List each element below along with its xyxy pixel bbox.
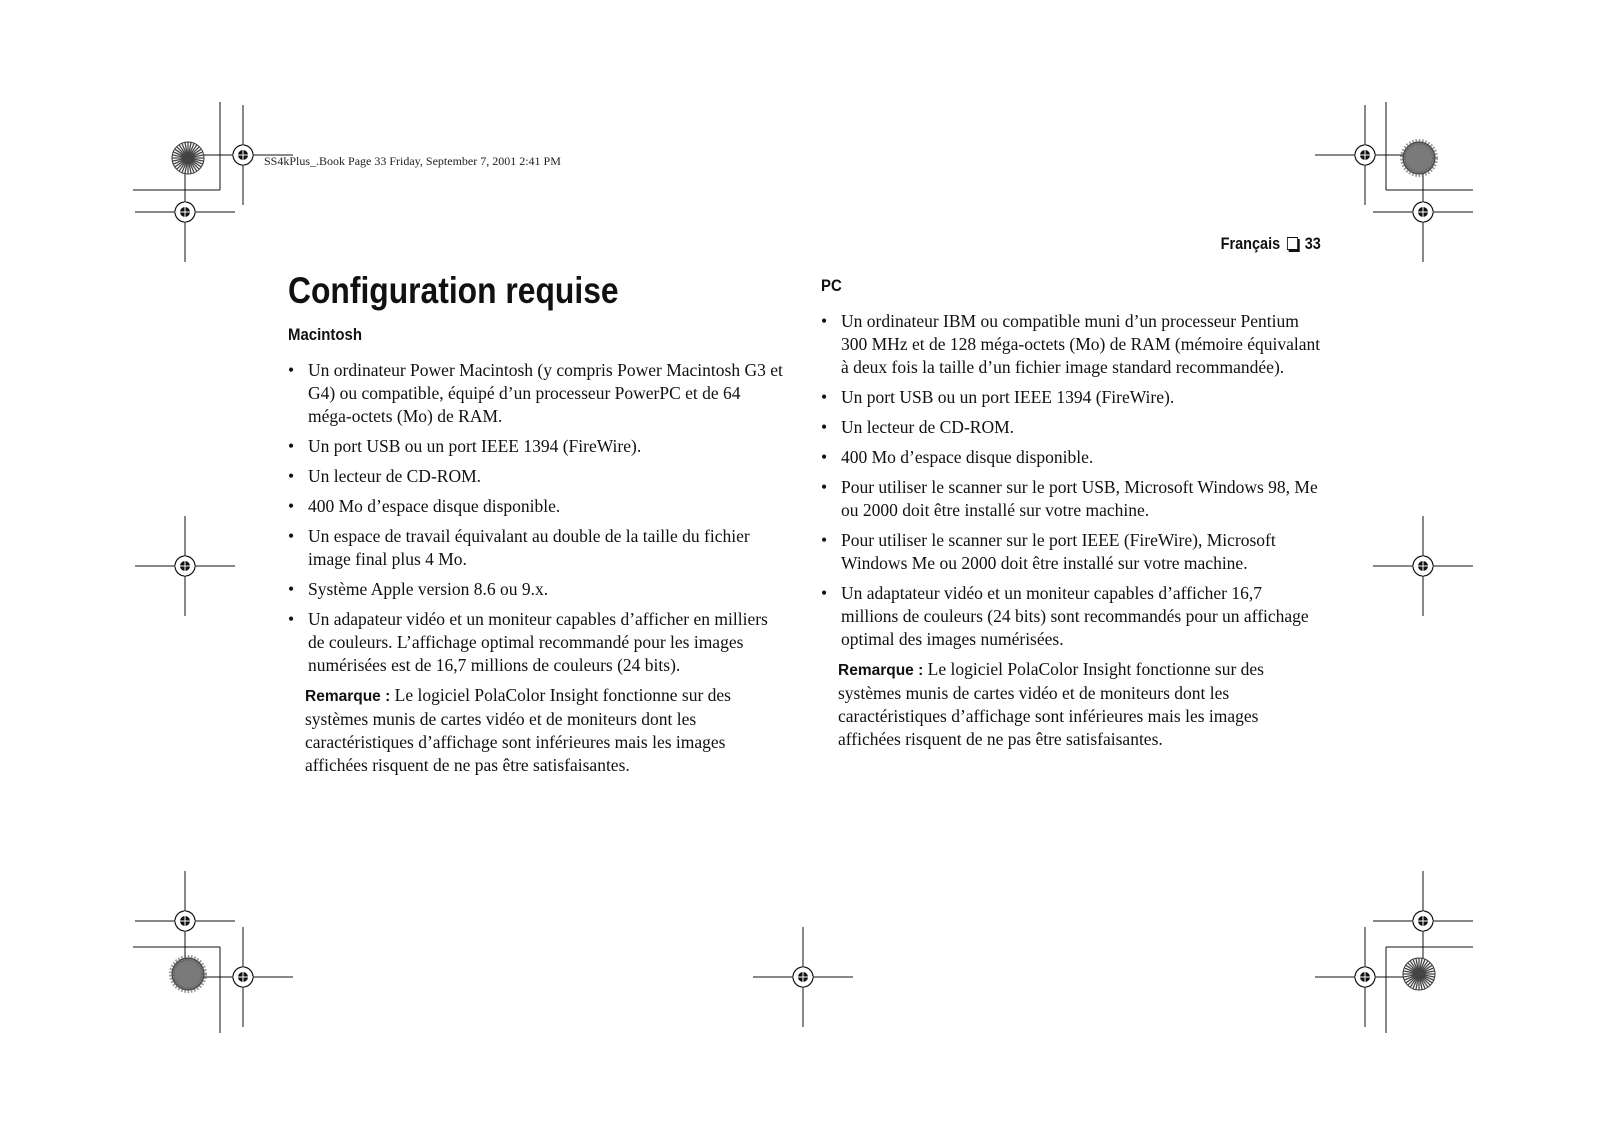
registration-mark-bottom-center <box>753 927 853 1027</box>
pc-requirements-list <box>821 310 1321 651</box>
gray-target-top-right <box>1403 142 1435 174</box>
list-item: • Un ordinateur Power Macintosh (y compris Power Macintosh G3 et G4) ou compatible, équipé d’un processeur PowerPC et de 64 méga-octets (Mo) de RAM. <box>288 359 788 428</box>
page-number: 33 <box>1304 234 1321 253</box>
gray-target-bottom-left <box>172 958 204 990</box>
star-target-bottom-right <box>1403 958 1435 990</box>
list-item: • 400 Mo d’espace disque disponible. <box>288 495 788 518</box>
list-item: • Un lecteur de CD-ROM. <box>821 416 1321 439</box>
note-text: Le logiciel PolaColor Insight fonctionne sur des systèmes munis de cartes vidéo et de moniteurs dont les caractéristiques d’affichage sont inférieures mais les images affichées risquent de ne pas être satisfaisantes. <box>305 685 731 775</box>
registration-mark-bottom-left-inner <box>193 927 293 1027</box>
registration-mark-bottom-right-outer <box>1373 871 1473 971</box>
macintosh-note <box>305 684 788 777</box>
list-item: • Un adaptateur vidéo et un moniteur capables d’afficher 16,7 millions de couleurs (24 bits) sont recommandés pour un affichage optimal des images numérisées. <box>821 582 1321 651</box>
running-head-section: Français <box>1220 234 1281 253</box>
registration-mark-middle-right <box>1373 516 1473 616</box>
running-head <box>1221 234 1321 254</box>
pc-note <box>838 658 1321 751</box>
list-item: • Un port USB ou un port IEEE 1394 (FireWire). <box>821 386 1321 409</box>
print-slug: SS4kPlus_.Book Page 33 Friday, September 7, 2001 2:41 PM <box>264 154 561 168</box>
registration-mark-middle-left <box>135 516 235 616</box>
star-target-top-left <box>172 142 204 174</box>
pc-heading: PC <box>821 276 842 295</box>
list-item: • Un lecteur de CD-ROM. <box>288 465 788 488</box>
square-bullet-icon <box>1287 237 1298 250</box>
macintosh-section <box>288 325 788 777</box>
list-item: • Pour utiliser le scanner sur le port IEEE (FireWire), Microsoft Windows Me ou 2000 doit être installé sur votre machine. <box>821 529 1321 575</box>
macintosh-requirements-list <box>288 359 788 677</box>
list-item: • Un ordinateur IBM ou compatible muni d’un processeur Pentium 300 MHz et de 128 méga-octets (Mo) de RAM (mémoire équivalant à deux fois la taille d’un fichier image standard recommandée). <box>821 310 1321 379</box>
list-item: • Un port USB ou un port IEEE 1394 (FireWire). <box>288 435 788 458</box>
note-text: Le logiciel PolaColor Insight fonctionne sur des systèmes munis de cartes vidéo et de moniteurs dont les caractéristiques d’affichage sont inférieures mais les images affichées risquent de ne pas être satisfaisantes. <box>838 659 1264 749</box>
list-item: • 400 Mo d’espace disque disponible. <box>821 446 1321 469</box>
registration-mark-top-right-outer <box>1373 162 1473 262</box>
note-label: Remarque : <box>305 688 391 705</box>
registration-mark-bottom-right-inner <box>1315 927 1415 1027</box>
list-item: • Un espace de travail équivalant au double de la taille du fichier image final plus 4 Mo. <box>288 525 788 571</box>
pc-section <box>821 276 1321 751</box>
list-item: • Pour utiliser le scanner sur le port USB, Microsoft Windows 98, Me ou 2000 doit être installé sur votre machine. <box>821 476 1321 522</box>
list-item: • Système Apple version 8.6 ou 9.x. <box>288 578 788 601</box>
page-title: Configuration requise <box>288 270 619 311</box>
note-label: Remarque : <box>838 662 924 679</box>
macintosh-heading: Macintosh <box>288 325 362 344</box>
list-item: • Un adapateur vidéo et un moniteur capables d’afficher en milliers de couleurs. L’affichage optimal recommandé pour les images numérisées est de 16,7 millions de couleurs (24 bits). <box>288 608 788 677</box>
